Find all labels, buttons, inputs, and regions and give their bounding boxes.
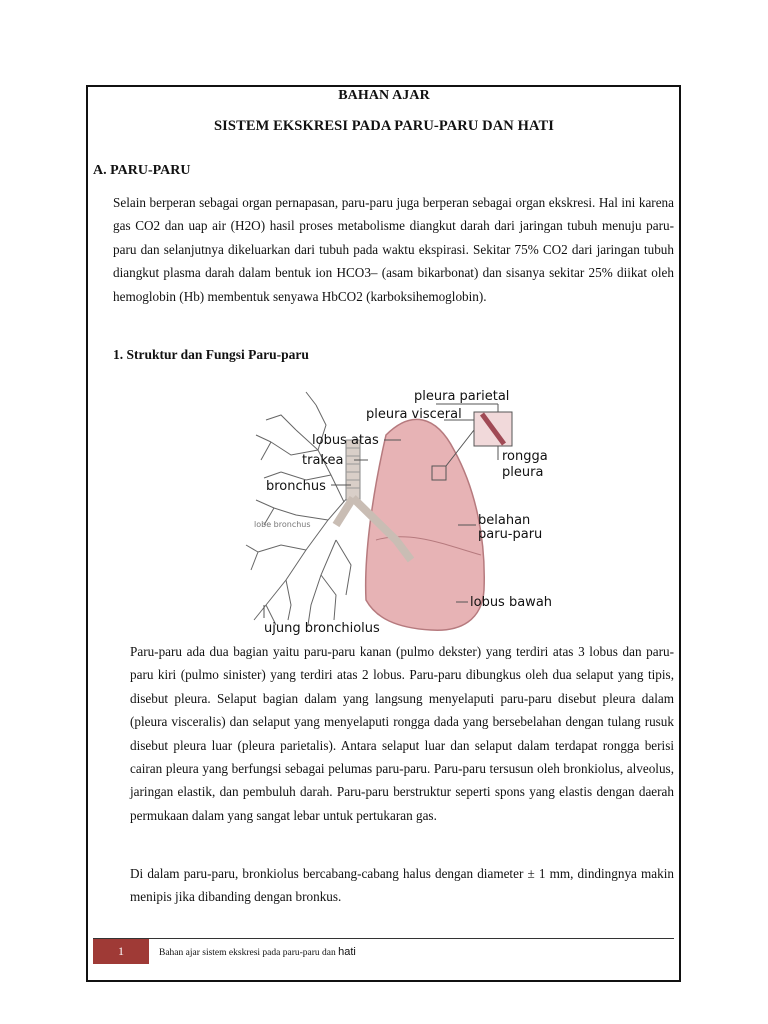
label-bronchus: bronchus	[266, 479, 326, 494]
footer-text-tail: hati	[338, 946, 356, 958]
label-belahan-line1: belahan	[478, 513, 531, 528]
document-title: BAHAN AJAR	[338, 88, 430, 103]
label-lobe-bronchus: lobe bronchus	[254, 520, 311, 529]
footer-text-main: Bahan ajar sistem ekskresi pada paru-paru dan	[159, 948, 336, 958]
document-subtitle: SISTEM EKSKRESI PADA PARU-PARU DAN HATI	[214, 118, 554, 134]
label-lobus-atas: lobus atas	[312, 433, 379, 448]
label-pleura-parietal: pleura parietal	[414, 389, 510, 404]
footer-divider	[93, 938, 674, 939]
subsection-heading-struktur: 1. Struktur dan Fungsi Paru-paru	[113, 347, 309, 362]
label-ujung-bronchiolus: ujung bronchiolus	[264, 621, 380, 636]
label-belahan-line2: paru-paru	[478, 527, 543, 542]
page-number-badge: 1	[93, 939, 149, 964]
body-paragraph-structure: Paru-paru ada dua bagian yaitu paru-paru kanan (pulmo dekster) yang terdiri atas 3 lobus dan paru-paru kiri (pulmo sinister) yang terdiri atas 2 lobus. Paru-paru dibungkus oleh dua selaput yang tipis, disebut pleura. Selaput bagian dalam yang langsung menyelaputi paru-paru disebut pleura dalam (pleura visceralis) dan selaput yang menyelaputi rongga dada yang bersebelahan dengan tulang rusuk disebut pleura luar (pleura parietalis). Antara selaput luar dan selaput dalam terdapat rongga berisi cairan pleura yang berfungsi sebagai pelumas paru-paru. Paru-paru tersusun oleh bronkiolus, alveolus, jaringan elastik, dan pembuluh darah. Paru-paru berstruktur seperti spons yang elastis dengan daerah permukaan dalam yang sangat lebar untuk pertukaran gas.	[130, 644, 674, 823]
section-heading-paru-paru: A. PARU-PARU	[93, 163, 191, 178]
body-paragraph-bronchiolus: Di dalam paru-paru, bronkiolus bercabang-cabang halus dengan diameter ± 1 mm, dindingnya makin menipis jika dibanding dengan bronkus.	[130, 866, 674, 905]
label-lobus-bawah: lobus bawah	[470, 595, 553, 610]
bronchial-tree	[246, 392, 354, 625]
label-trakea: trakea	[302, 453, 344, 468]
footer-text	[159, 946, 356, 958]
label-pleura-visceral: pleura visceral	[366, 407, 462, 422]
intro-paragraph: Selain berperan sebagai organ pernapasan, paru-paru juga berperan sebagai organ ekskresi. Hal ini karena gas CO2 dan uap air (H2O) hasil proses metabolisme diangkut darah dari jaringan tubuh menuju paru-paru dan selanjutnya dikeluarkan dari tubuh pada waktu ekspirasi. Sekitar 75% CO2 dari jaringan tubuh diangkut plasma darah dalam bentuk ion HCO3– (asam bikarbonat) dan sisanya sekitar 25% diikat oleh hemoglobin (Hb) membentuk senyawa HbCO2 (karboksihemoglobin).	[113, 195, 674, 304]
lung-diagram	[236, 380, 556, 638]
label-rongga-line1: rongga	[502, 449, 548, 464]
label-rongga-line2: pleura	[502, 465, 544, 480]
